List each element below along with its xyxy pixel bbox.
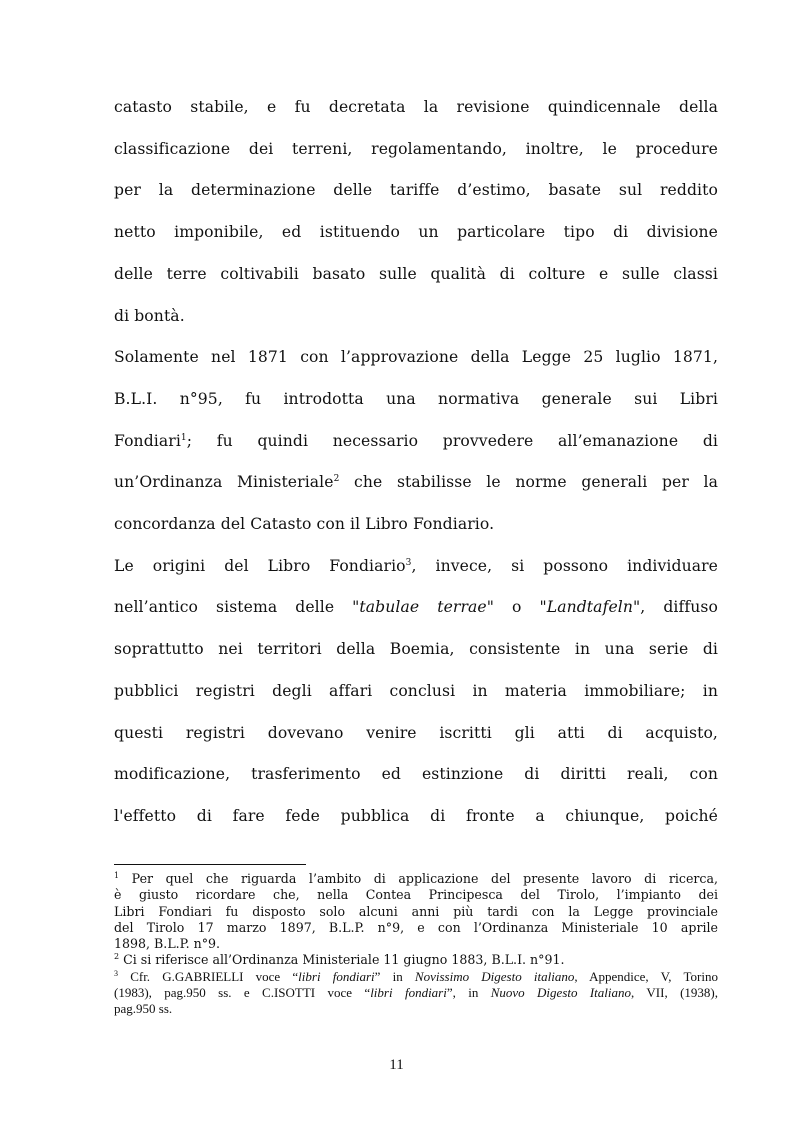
body-line: per la determinazione delle tariffe d’estimo, basate sul reddito [114,181,718,200]
italic-term: Novissimo Digesto italiano [414,968,575,984]
footnote-2 [114,952,718,968]
italic-term: libri fondiari [298,968,375,984]
footnote-text: (1983), pag.950 ss. e C.ISOTTI voce “ [114,985,371,1001]
body-line: di bontà. [114,306,185,325]
italic-term: Nuovo Digesto Italiano [490,985,632,1001]
footnote-ref-1: 1 [180,432,187,443]
footnote-number: 2 [114,952,120,962]
page-number: 11 [389,1057,404,1073]
body-text-segment: nell’antico sistema delle " [114,598,360,617]
body-line [114,421,718,463]
footnote-text: , Appendice, V, Torino [574,968,718,984]
italic-term: libri fondiari [370,985,447,1001]
body-line: Solamente nel 1871 con l’approvazione della Legge 25 luglio 1871, [114,348,718,367]
footnote-1-line: Libri Fondiari fu disposto solo alcuni anni più tardi con la Legge provinciale [114,903,718,919]
body-line: concordanza del Catasto con il Libro Fondiario. [114,515,495,534]
footnote-number: 3 [114,968,118,978]
body-line: catasto stabile, e fu decretata la revisione quindicennale della [114,98,718,116]
footnote-1-line: 1898, B.L.P. n°9. [114,936,221,952]
footnote-ref-2: 2 [333,474,340,485]
footnote-text: Per quel che riguarda l’ambito di applicazione del presente lavoro di ricerca, [119,871,718,886]
footnote-1-line: del Tirolo 17 marzo 1897, B.L.P. n°9, e con l’Ordinanza Ministeriale 10 aprile [114,919,718,935]
footnote-text: Cfr. G.GABRIELLI voce “ [118,968,299,984]
body-text-segment: che stabilisse le norme generali per la [339,473,718,492]
body-line: questi registri dovevano venire iscritti gli atti di acquisto, [114,723,718,742]
body-line: modificazione, trasferimento ed estinzione di diritti reali, con [114,765,718,784]
body-text-segment: un’Ordinanza Ministeriale [114,473,334,492]
body-text [114,87,718,838]
body-line [114,546,718,588]
body-text-segment: " o " [486,598,547,617]
footnote-separator [114,864,306,865]
footnote-3-line: pag.950 ss. [114,1001,173,1017]
footnote-1-line: è giusto ricordare che, nella Contea Principesca del Tirolo, l’impianto dei [114,887,718,903]
body-line: soprattutto nei territori della Boemia, consistente in una serie di [114,640,718,659]
body-line [114,587,718,629]
footnote-ref-3: 3 [405,557,412,568]
body-text-segment: Fondiari [114,431,181,450]
body-text-segment: , invece, si possono individuare [411,556,718,575]
body-text-segment: ", diffuso [633,598,718,617]
body-line [114,462,718,504]
footnote-3-line [114,969,718,985]
footnote-3-line [114,985,718,1001]
footnote-text: , VII, (1938), [631,985,718,1001]
body-line: pubblici registri degli affari conclusi in materia immobiliare; in [114,681,718,700]
italic-term: tabulae terrae [359,598,487,617]
body-line: netto imponibile, ed istituendo un particolare tipo di divisione [114,223,718,242]
footnote-number: 1 [114,871,120,880]
footnote-text: Ci si riferisce all’Ordinanza Ministeriale 11 giugno 1883, B.L.I. n°91. [119,952,565,968]
body-line: B.L.I. n°95, fu introdotta una normativa generale sui Libri [114,389,718,408]
body-line: delle terre coltivabili basato sulle qualità di colture e sulle classi [114,264,718,283]
footnote-text: ” in [374,968,415,984]
body-text-segment: Le origini del Libro Fondiario [114,556,406,575]
body-text-segment: ; fu quindi necessario provvedere all’emanazione di [186,431,718,450]
footnote-text: ”, in [446,985,491,1001]
footnote-1-line [114,871,718,887]
italic-term: Landtafeln [546,598,634,617]
body-line: l'effetto di fare fede pubblica di fronte a chiunque, poiché [114,806,718,825]
body-line: classificazione dei terreni, regolamentando, inoltre, le procedure [114,139,718,158]
footnotes [114,871,718,1018]
